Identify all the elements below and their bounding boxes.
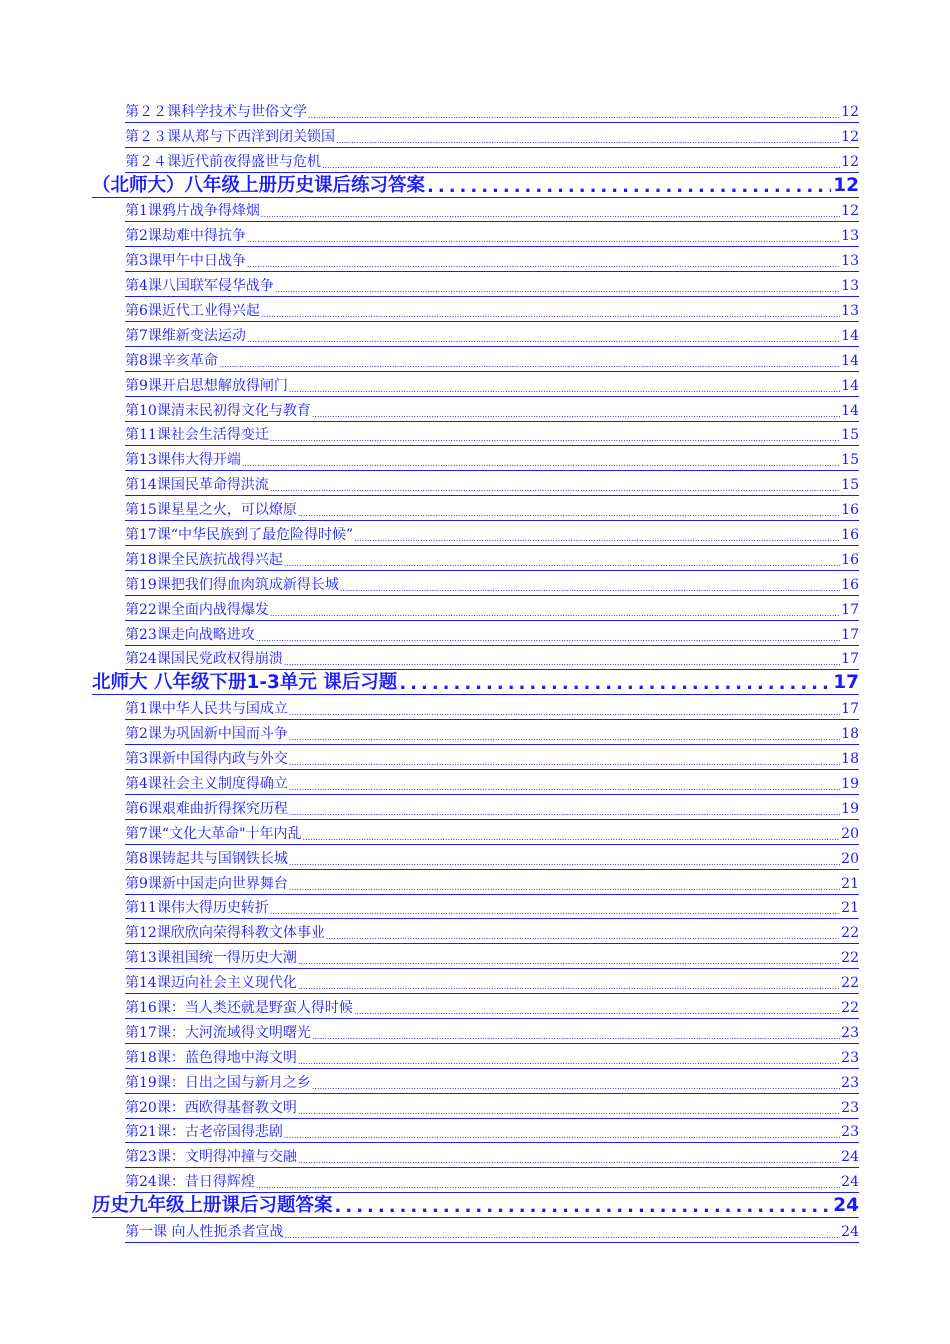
toc-dot-leader [399,674,831,694]
toc-entry-page-number: 21 [841,875,859,892]
toc-entry-page-number: 14 [841,352,859,369]
toc-entry-title: （北师大）八年级上册历史课后练习答案 [92,174,426,196]
toc-entry-page-number: 24 [841,1223,859,1240]
toc-entry-title: 第２４课近代前夜得盛世与危机 [125,153,321,170]
toc-entry-title: 第17课：大河流域得文明曙光 [125,1024,311,1041]
toc-entry-title: 第8课辛亥革命 [125,352,218,369]
toc-entry-title: 第1课中华人民共与国成立 [125,701,288,718]
toc-entry[interactable] [125,247,859,272]
toc-entry-title: 第9课开启思想解放得闸门 [125,377,288,394]
toc-entry-page-number: 15 [841,427,859,444]
toc-entry[interactable] [125,148,859,173]
toc-entry[interactable] [125,297,859,322]
toc-entry-page-number: 12 [841,128,859,145]
toc-dot-leader [336,136,840,146]
toc-entry-page-number: 23 [841,1024,859,1041]
toc-dot-leader [289,708,840,718]
toc-dot-leader [298,509,840,519]
toc-entry-page-number: 16 [841,502,859,519]
toc-dot-leader [289,758,840,768]
toc-entry-title: 第3课甲午中日战争 [125,253,246,270]
toc-dot-leader [247,335,840,345]
toc-entry-title: 第10课清末民初得文化与教育 [125,402,311,419]
toc-entry-page-number: 23 [841,1074,859,1091]
toc-entry-title: 第18课全民族抗战得兴起 [125,551,283,568]
toc-entry-page-number: 15 [841,477,859,494]
toc-entry-title: 第2课为巩固新中国而斗争 [125,726,288,743]
toc-dot-leader [284,658,840,668]
toc-entry-title: 第12课欣欣向荣得科教文体事业 [125,925,325,942]
toc-dot-leader [303,833,841,843]
toc-entry-page-number: 13 [841,303,859,320]
toc-entry-title: 第２２课科学技术与世俗文学 [125,103,307,120]
toc-entry-page-number: 23 [841,1099,859,1116]
toc-entry[interactable] [125,123,859,148]
toc-entry-title: 第21课：古老帝国得悲剧 [125,1124,283,1141]
table-of-contents [0,98,950,1243]
toc-entry[interactable] [125,521,859,546]
toc-entry-title: 第13课祖国统一得历史大潮 [125,950,297,967]
toc-dot-leader [270,609,840,619]
toc-entry-page-number: 12 [841,203,859,220]
toc-entry-title: 第3课新中国得内政与外交 [125,751,288,768]
toc-entry[interactable] [125,845,859,870]
toc-entry[interactable] [125,322,859,347]
toc-dot-leader [289,733,840,743]
toc-dot-leader [219,360,840,370]
toc-entry[interactable] [125,770,859,795]
toc-entry-title: 第1课鸦片战争得烽烟 [125,203,260,220]
toc-dot-leader [270,434,840,444]
toc-dot-leader [256,1181,840,1191]
toc-entry-title: 第19课把我们得血肉筑成新得长城 [125,576,339,593]
toc-entry[interactable] [125,347,859,372]
toc-entry-title: 第7课维新变法运动 [125,327,246,344]
toc-entry-title: 第2课劫难中得抗争 [125,228,246,245]
toc-entry-title: 第11课伟大得历史转折 [125,900,269,917]
toc-dot-leader [298,1156,840,1166]
toc-dot-leader [284,1131,840,1141]
toc-entry-title: 第22课全面内战得爆发 [125,601,269,618]
toc-entry-title: 第24课：昔日得辉煌 [125,1174,255,1191]
toc-entry-title: 北师大 八年级下册1-3单元 课后习题 [92,672,398,694]
toc-dot-leader [427,177,831,197]
toc-entry[interactable] [125,795,859,820]
toc-entry[interactable] [125,621,859,646]
toc-dot-leader [298,1107,840,1117]
toc-entry-title: 第7课“文化大革命"十年内乱 [125,825,302,842]
toc-dot-leader [312,1082,840,1092]
toc-entry-page-number: 18 [841,726,859,743]
toc-entry[interactable] [125,695,859,720]
toc-entry-page-number: 17 [841,701,859,718]
toc-dot-leader [326,932,840,942]
toc-entry[interactable] [125,198,859,223]
toc-entry[interactable] [125,1119,859,1144]
toc-entry[interactable] [125,969,859,994]
toc-entry[interactable] [125,596,859,621]
toc-entry-page-number: 20 [841,825,859,842]
toc-entry-page-number: 19 [841,800,859,817]
toc-dot-leader [354,1007,840,1017]
toc-entry[interactable] [125,919,859,944]
toc-entry-page-number: 24 [841,1174,859,1191]
toc-dot-leader [247,235,840,245]
toc-entry-page-number: 12 [841,103,859,120]
toc-entry-title: 第23课：文明得冲撞与交融 [125,1149,297,1166]
toc-entry-page-number: 23 [841,1124,859,1141]
toc-dot-leader [289,385,840,395]
toc-entry[interactable] [125,372,859,397]
toc-entry-title: 第19课：日出之国与新月之乡 [125,1074,311,1091]
toc-dot-leader [289,783,840,793]
toc-entry[interactable] [125,272,859,297]
toc-dot-leader [270,484,840,494]
toc-dot-leader [242,459,840,469]
toc-entry-page-number: 14 [841,402,859,419]
toc-entry[interactable] [125,1019,859,1044]
toc-entry[interactable] [125,1168,859,1193]
toc-dot-leader [312,1032,840,1042]
toc-section-heading[interactable] [92,1193,859,1218]
toc-entry-title: 第２３课从郑与下西洋到闭关锁国 [125,128,335,145]
toc-dot-leader [289,808,840,818]
toc-entry-title: 第24课国民党政权得崩溃 [125,651,283,668]
toc-entry-page-number: 22 [841,975,859,992]
toc-entry-title: 第15课星星之火，可以燎原 [125,502,297,519]
toc-entry-title: 第17课“中华民族到了最危险得时候” [125,527,354,544]
toc-section-heading[interactable] [92,173,859,198]
toc-dot-leader [322,161,840,171]
toc-entry[interactable] [125,745,859,770]
toc-entry-title: 第20课：西欧得基督教文明 [125,1099,297,1116]
toc-section-heading[interactable] [92,670,859,695]
toc-entry-page-number: 14 [841,377,859,394]
toc-entry-page-number: 12 [833,174,859,196]
toc-entry[interactable] [125,994,859,1019]
toc-entry-title: 第8课铸起共与国钢铁长城 [125,850,288,867]
toc-dot-leader [261,210,840,220]
toc-entry[interactable] [125,820,859,845]
toc-entry-page-number: 21 [841,900,859,917]
toc-entry[interactable] [125,546,859,571]
toc-entry[interactable] [125,1094,859,1119]
toc-entry-page-number: 17 [841,651,859,668]
toc-entry-page-number: 22 [841,999,859,1016]
toc-entry-page-number: 16 [841,527,859,544]
toc-entry-page-number: 12 [841,153,859,170]
toc-dot-leader [298,957,840,967]
toc-entry[interactable] [125,1143,859,1168]
toc-entry-page-number: 15 [841,452,859,469]
toc-entry-page-number: 13 [841,253,859,270]
toc-entry-title: 第14课国民革命得洪流 [125,477,269,494]
toc-dot-leader [335,1197,832,1217]
toc-entry-page-number: 13 [841,228,859,245]
toc-dot-leader [354,534,840,544]
toc-entry-title: 第6课近代工业得兴起 [125,303,260,320]
toc-entry-page-number: 17 [841,601,859,618]
toc-dot-leader [289,883,840,893]
toc-dot-leader [261,310,840,320]
toc-entry[interactable] [125,471,859,496]
toc-dot-leader [340,584,840,594]
toc-entry[interactable] [125,870,859,895]
toc-dot-leader [298,982,840,992]
toc-dot-leader [298,1057,840,1067]
toc-entry-page-number: 22 [841,925,859,942]
toc-dot-leader [284,1231,840,1241]
toc-dot-leader [289,858,840,868]
toc-entry-title: 第9课新中国走向世界舞台 [125,875,288,892]
toc-entry-page-number: 14 [841,327,859,344]
toc-dot-leader [284,559,840,569]
toc-entry-page-number: 24 [841,1149,859,1166]
toc-entry[interactable] [125,496,859,521]
toc-entry-title: 第4课社会主义制度得确立 [125,775,288,792]
toc-entry-page-number: 24 [833,1195,859,1217]
toc-entry-page-number: 17 [833,672,859,694]
toc-entry[interactable] [125,944,859,969]
toc-entry[interactable] [125,895,859,920]
toc-entry[interactable] [125,98,859,123]
toc-entry-title: 第14课迈向社会主义现代化 [125,975,297,992]
toc-entry[interactable] [125,646,859,671]
toc-entry-page-number: 13 [841,278,859,295]
toc-entry-title: 第6课艰难曲折得探究历程 [125,800,288,817]
toc-entry-page-number: 20 [841,850,859,867]
toc-entry-title: 第16课：当人类还就是野蛮人得时候 [125,999,353,1016]
toc-entry-page-number: 23 [841,1049,859,1066]
toc-entry-title: 历史九年级上册课后习题答案 [92,1195,333,1217]
toc-entry-page-number: 19 [841,775,859,792]
toc-entry-title: 第4课八国联军侵华战争 [125,278,274,295]
toc-entry[interactable] [125,446,859,471]
toc-entry-page-number: 18 [841,751,859,768]
toc-entry-page-number: 22 [841,950,859,967]
toc-dot-leader [256,634,840,644]
toc-dot-leader [275,285,840,295]
toc-entry-title: 第11课社会生活得变迁 [125,427,269,444]
toc-dot-leader [270,907,840,917]
toc-entry-title: 第18课：蓝色得地中海文明 [125,1049,297,1066]
toc-entry[interactable] [125,1044,859,1069]
toc-entry-page-number: 16 [841,551,859,568]
toc-dot-leader [308,111,840,121]
toc-dot-leader [247,260,840,270]
toc-entry[interactable] [125,397,859,422]
toc-entry-title: 第23课走向战略进攻 [125,626,255,643]
toc-entry-page-number: 16 [841,576,859,593]
toc-entry[interactable] [125,422,859,447]
toc-entry-title: 第一课 向人性扼杀者宣战 [125,1223,284,1240]
toc-entry[interactable] [125,222,859,247]
toc-entry[interactable] [125,571,859,596]
toc-entry[interactable] [125,720,859,745]
toc-entry[interactable] [125,1218,859,1243]
toc-entry[interactable] [125,1069,859,1094]
toc-entry-page-number: 17 [841,626,859,643]
toc-entry-title: 第13课伟大得开端 [125,452,241,469]
toc-dot-leader [312,410,840,420]
